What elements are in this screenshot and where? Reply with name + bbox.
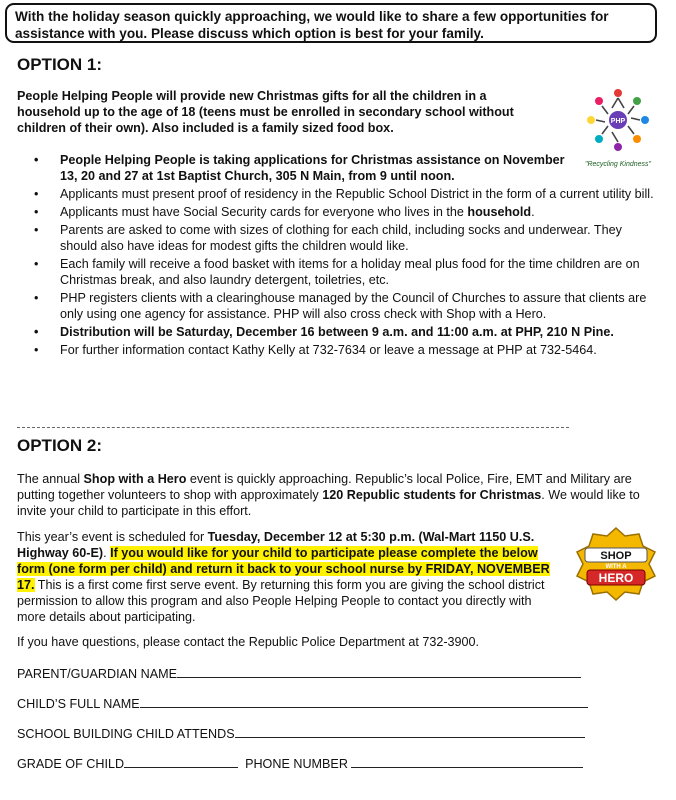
phone-line[interactable] — [351, 755, 583, 768]
school-building-field[interactable] — [17, 725, 585, 742]
highlighted-deadline: If you would like for your child to participate please complete the below form (one form per child) and return it back to your school nurse by FRIDAY, NOVEMBER 17. — [17, 546, 550, 592]
police-contact-text: If you have questions, please contact the Republic Police Department at 732-3900. — [17, 635, 480, 649]
option1-description: People Helping People will provide new Christmas gifts for all the children in a household up to the age of 18 (teens must be enrolled in secondary school without children of their own). Also included is a family sized food box. — [17, 89, 514, 135]
school-building-label: SCHOOL BUILDING CHILD ATTENDS — [17, 727, 235, 741]
section-divider — [17, 427, 569, 428]
parent-name-line[interactable] — [177, 665, 581, 678]
option2-event-paragraph: This year’s event is scheduled for Tuesday, December 12 at 5:30 p.m. (Wal-Mart 1150 U.S. Highway 60-E). If you would like for your child to participate please complete the below form (one form per child) and return it back to your school nurse by FRIDAY, NOVEMBER 17. This is a first come first serve event. By returning this form you are giving the school district permission to allow this program and also People Helping People to contact you directly with more details about participating. — [17, 530, 550, 624]
bullet-distribution: • Distribution will be Saturday, December 16 between 9 a.m. and 11:00 a.m. at PHP, 210 N Pine. — [17, 324, 657, 340]
badge-line-shop: SHOP — [600, 550, 632, 562]
bullet-application-dates: • People Helping People is taking applications for Christmas assistance on November 13, 20 and 27 at 1st Baptist Church, 305 N Main, from 9 until noon. — [17, 152, 570, 184]
bullet-clothing-sizes: • Parents are asked to come with sizes of clothing for each child, including socks and underwear. They should also have ideas for modest gifts the children would like. — [17, 222, 657, 254]
bullet-contact-info: • For further information contact Kathy Kelly at 732-7634 or leave a message at PHP at 732-5464. — [17, 342, 657, 358]
bullet-food-basket: • Each family will receive a food basket with items for a holiday meal plus food for the time children are on Christmas break, and also laundry detergent, toiletries, etc. — [17, 256, 657, 288]
bullet-clearinghouse: • PHP registers clients with a clearinghouse managed by the Council of Churches to assure that clients are only using one agency for assistance. PHP will also cross check with Shop with a Hero. — [17, 290, 657, 322]
school-building-line[interactable] — [235, 725, 585, 738]
option1-bullet-list — [17, 152, 657, 360]
php-logo-tagline: "Recycling Kindness" — [584, 161, 652, 168]
option2-intro-paragraph: The annual Shop with a Hero event is quickly approaching. Republic’s local Police, Fire, EMT and Military are putting together volunteers to shop with approximately 120 Republic students for Christmas. We would like to invite your child to participate in this effort. — [17, 472, 640, 518]
grade-line[interactable] — [124, 755, 238, 768]
badge-line-hero: HERO — [598, 571, 634, 585]
child-name-label: CHILD’S FULL NAME — [17, 697, 140, 711]
option2-heading: OPTION 2: — [17, 436, 103, 455]
shop-with-a-hero-badge-icon — [573, 526, 659, 602]
intro-notice-box — [5, 3, 657, 43]
badge-line-with-a: WITH A — [605, 564, 627, 570]
bullet-social-security: • Applicants must have Social Security cards for everyone who lives in the household. — [17, 204, 657, 220]
phone-label: PHONE NUMBER — [245, 757, 348, 771]
parent-name-field[interactable] — [17, 665, 581, 682]
bullet-proof-of-residency: • Applicants must present proof of residency in the Republic School District in the form of a current utility bill. — [17, 186, 657, 202]
child-name-line[interactable] — [140, 695, 588, 708]
child-name-field[interactable] — [17, 695, 588, 712]
php-logo-center-text: PHP — [610, 118, 626, 125]
intro-text: With the holiday season quickly approaching, we would like to share a few opportunities for assistance with you. Please discuss which option is best for your family. — [15, 9, 609, 41]
option1-heading: OPTION 1: — [17, 55, 103, 74]
grade-label: GRADE OF CHILD — [17, 757, 125, 771]
parent-name-label: PARENT/GUARDIAN NAME — [17, 667, 178, 681]
grade-phone-field[interactable] — [17, 755, 583, 772]
